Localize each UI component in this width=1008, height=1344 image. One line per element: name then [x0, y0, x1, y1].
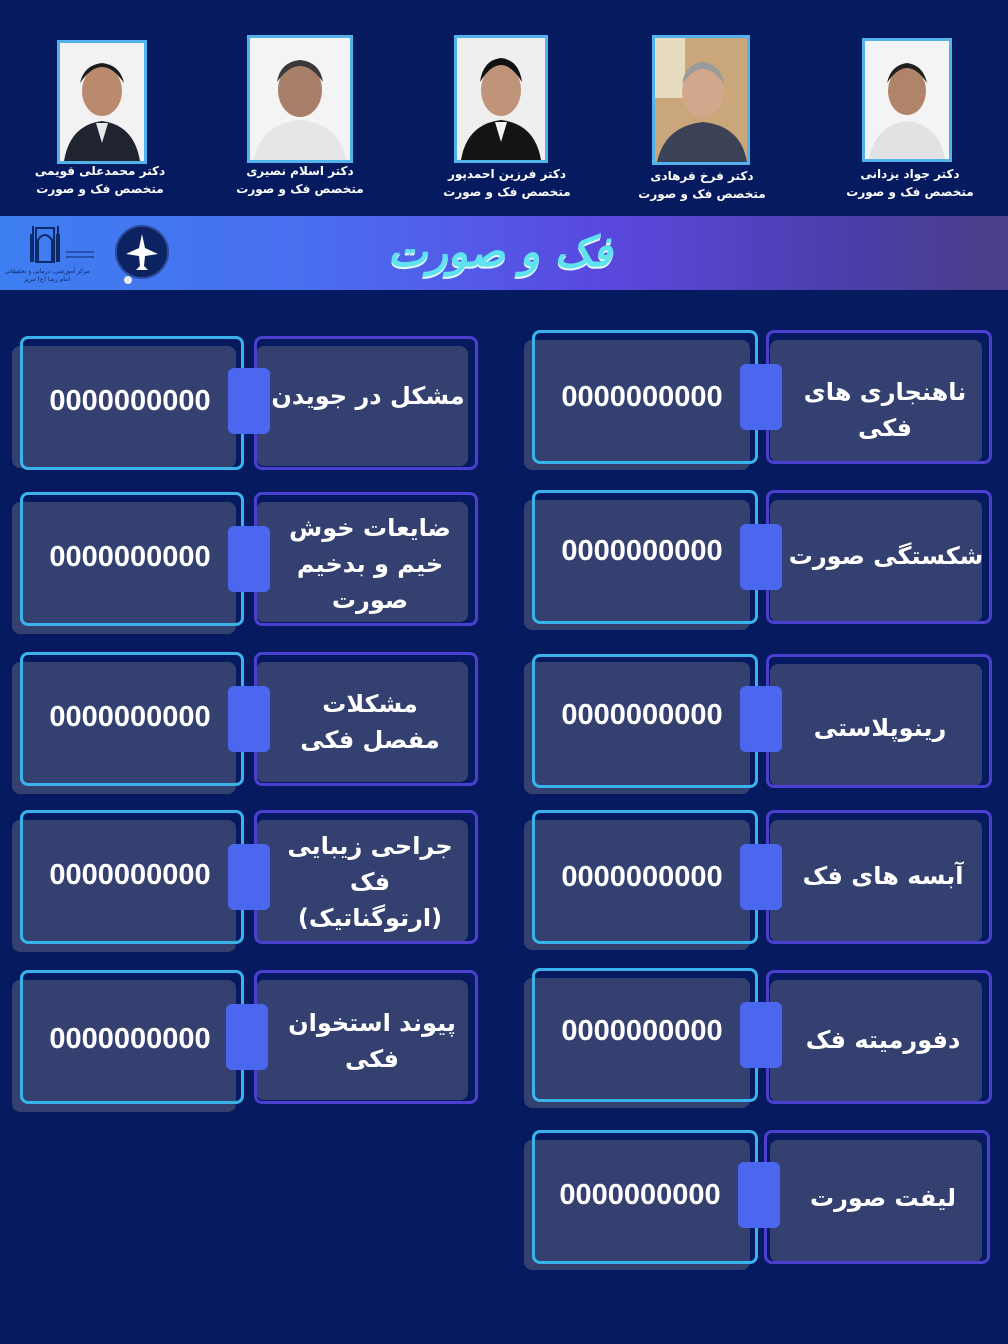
service-label: پیوند استخوان فکی: [288, 1009, 456, 1073]
doctor-role: متخصص فک و صورت: [846, 185, 974, 199]
doctor-photo: [247, 35, 353, 163]
portrait-image: [655, 38, 747, 162]
logo-text-line1: مرکز آموزشی، درمانی و تحقیقاتی: [4, 268, 90, 275]
service-label: رینوپلاستی: [813, 714, 947, 742]
banner-title: فک و صورت: [387, 227, 613, 276]
logo-text-line2: امام رضا (ع) تبریز: [24, 276, 70, 283]
service-phone-number[interactable]: 0000000000: [49, 384, 211, 417]
doctor-photo: [652, 35, 750, 165]
service-label: شکستگی صورت: [788, 542, 984, 570]
doctor-role: متخصص فک و صورت: [236, 182, 364, 196]
service-phone-number[interactable]: 0000000000: [49, 540, 211, 573]
service-label: ضایعات خوش خیم و بدخیم صورت: [289, 514, 451, 614]
doctor-name: دکتر فرخ فرهادی: [650, 169, 754, 183]
doctor-name: دکتر فرزین احمدپور: [447, 167, 567, 181]
service-phone-number[interactable]: 0000000000: [561, 534, 723, 567]
doctor-photo: [57, 40, 147, 164]
hospital-logo-text: [4, 268, 90, 288]
service-label: جراحی زیبایی فک (ارتوگناتیک): [287, 832, 453, 932]
service-label: آبسه های فک: [802, 862, 964, 890]
doctor-photo: [454, 35, 548, 163]
service-label: مشکل در جویدن: [271, 382, 465, 410]
service-phone-number[interactable]: 0000000000: [559, 1178, 721, 1211]
doctor-name: دکتر جواد یزدانی: [860, 167, 960, 181]
service-phone-number[interactable]: 0000000000: [561, 380, 723, 413]
service-label: دفورمیته فک: [805, 1026, 961, 1054]
service-phone-number[interactable]: 0000000000: [561, 698, 723, 731]
service-label: مشکلات مفصل فکی: [300, 690, 440, 754]
service-phone-number[interactable]: 0000000000: [561, 1014, 723, 1047]
portrait-image: [250, 38, 350, 160]
service-phone-number[interactable]: 0000000000: [561, 860, 723, 893]
doctor-photo: [862, 38, 952, 162]
doctor-role: متخصص فک و صورت: [638, 187, 766, 201]
doctor-name: دکتر محمدعلی قویمی: [34, 164, 166, 178]
doctor-role: متخصص فک و صورت: [36, 182, 164, 196]
service-label: ناهنجاری های فکی: [803, 378, 967, 442]
doctor-role: متخصص فک و صورت: [443, 185, 571, 199]
plane-logo-icon: [112, 222, 174, 286]
service-phone-number[interactable]: 0000000000: [49, 1022, 211, 1055]
doctor-name: دکتر اسلام نصیری: [246, 164, 354, 178]
portrait-image: [865, 41, 949, 159]
portrait-image: [60, 43, 144, 161]
service-phone-number[interactable]: 0000000000: [49, 700, 211, 733]
portrait-image: [457, 38, 545, 160]
service-phone-number[interactable]: 0000000000: [49, 858, 211, 891]
service-label: لیفت صورت: [810, 1184, 957, 1212]
